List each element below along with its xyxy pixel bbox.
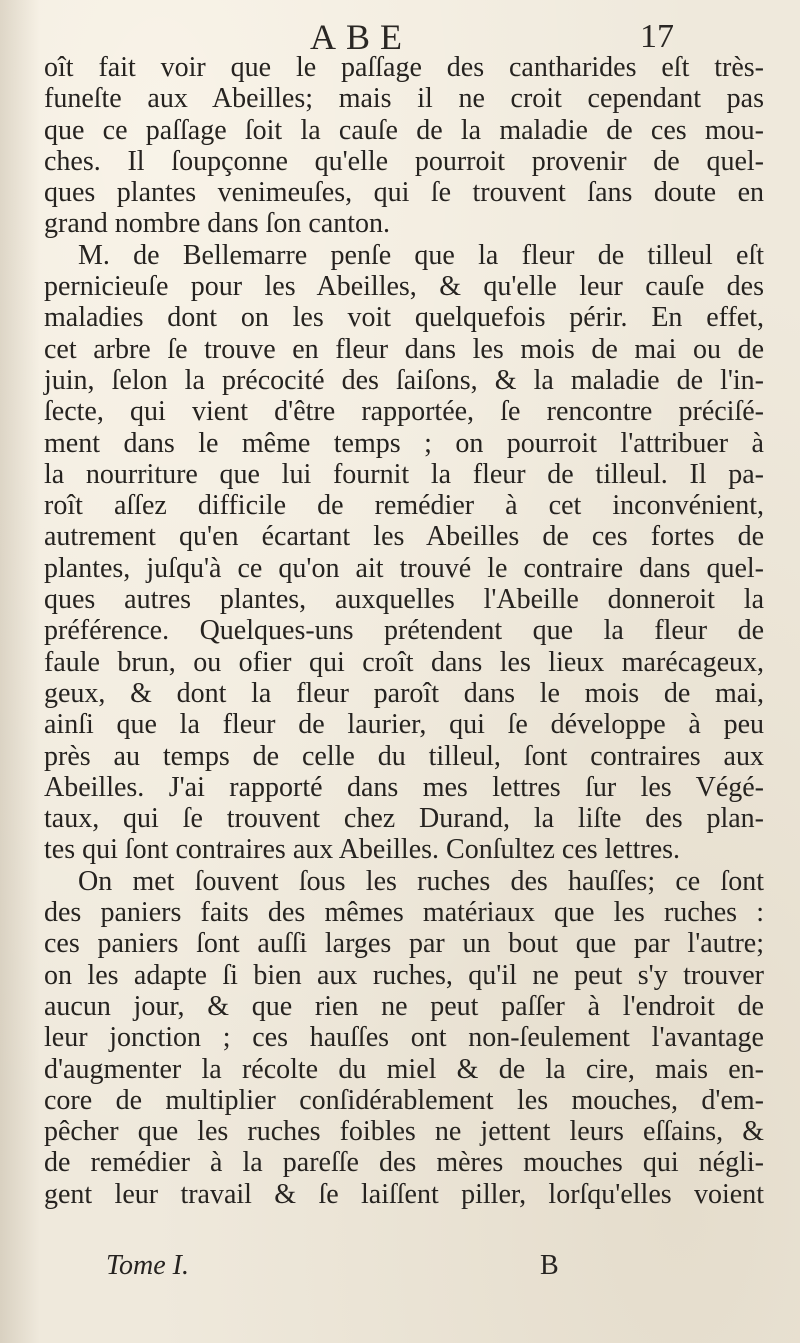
text-line: plantes, juſqu'à ce qu'on ait trouvé le contraire dans quel- [44, 552, 764, 584]
text-line: M. de Bellemarre penſe que la fleur de tilleul eſt [78, 239, 764, 271]
text-line: maladies dont on les voit quelquefois périr. En effet, [44, 302, 764, 334]
text-line: cet arbre ſe trouve en fleur dans les mois de mai ou de [44, 333, 764, 365]
text-line: gent leur travail & ſe laiſſent piller, lorſqu'elles voient [44, 1178, 764, 1210]
text-line: On met ſouvent ſous les ruches des hauſſes; ce ſont [78, 865, 764, 897]
text-line: geux, & dont la fleur paroît dans le mois de mai, [44, 677, 764, 709]
text-line: leur jonction ; ces hauſſes ont non-ſeulement l'avantage [44, 1022, 764, 1054]
text-line: que ce paſſage ſoit la cauſe de la maladie de ces mou- [44, 114, 764, 146]
text-line: funeſte aux Abeilles; mais il ne croit cependant pas [44, 83, 764, 115]
text-line: ſecte, qui vient d'être rapportée, ſe rencontre préciſé- [44, 396, 764, 428]
text-line: ces paniers ſont auſſi larges par un bout que par l'autre; [44, 928, 764, 960]
text-line: faule brun, ou ofier qui croît dans les lieux marécageux, [44, 646, 764, 678]
text-line: ches. Il ſoupçonne qu'elle pourroit provenir de quel- [44, 145, 764, 177]
text-line: ainſi que la fleur de laurier, qui ſe développe à peu [44, 709, 764, 741]
page-shadow [0, 0, 40, 1343]
text-line: oît fait voir que le paſſage des cantharides eſt très- [44, 52, 764, 83]
body-text [44, 52, 764, 1210]
text-line: grand nombre dans ſon canton. [44, 208, 391, 240]
page-number: 17 [640, 18, 674, 55]
text-line: on les adapte ſi bien aux ruches, qu'il ne peut s'y trouver [44, 959, 764, 991]
page-header [0, 16, 800, 56]
text-line: d'augmenter la récolte du miel & de la cire, mais en- [44, 1053, 764, 1085]
text-line: préférence. Quelques-uns prétendent que la fleur de [44, 615, 764, 647]
text-line: aucun jour, & que rien ne peut paſſer à l'endroit de [44, 990, 764, 1022]
text-line: près au temps de celle du tilleul, ſont contraires aux [44, 740, 764, 772]
text-line: des paniers faits des mêmes matériaux que les ruches : [44, 897, 764, 929]
text-line: ques autres plantes, auxquelles l'Abeille donneroit la [44, 584, 764, 616]
text-line: taux, qui ſe trouvent chez Durand, la liſte des plan- [44, 803, 764, 835]
text-line: tes qui ſont contraires aux Abeilles. Conſultez ces lettres. [44, 834, 681, 866]
text-line: juin, ſelon la précocité des ſaiſons, & la maladie de l'in- [44, 364, 764, 396]
text-line: la nourriture que lui fournit la fleur de tilleul. Il pa- [44, 458, 764, 490]
text-line: de remédier à la pareſſe des mères mouches qui négli- [44, 1147, 764, 1179]
text-line: Abeilles. J'ai rapporté dans mes lettres ſur les Végé- [44, 771, 764, 803]
page-footer [0, 1250, 800, 1290]
running-head: ABE [310, 17, 412, 57]
text-line: pernicieuſe pour les Abeilles, & qu'elle leur cauſe des [44, 271, 764, 303]
text-line: autrement qu'en écartant les Abeilles de ces fortes de [44, 521, 764, 553]
volume-label: Tome I. [106, 1250, 189, 1281]
text-line: core de multiplier conſidérablement les mouches, d'em- [44, 1084, 764, 1116]
text-line: ques plantes venimeuſes, qui ſe trouvent ſans doute en [44, 177, 764, 209]
signature-mark: B [540, 1250, 559, 1281]
text-line: pêcher que les ruches foibles ne jettent leurs eſſains, & [44, 1116, 764, 1148]
text-line: roît aſſez difficile de remédier à cet inconvénient, [44, 490, 764, 522]
text-line: ment dans le même temps ; on pourroit l'attribuer à [44, 427, 764, 459]
